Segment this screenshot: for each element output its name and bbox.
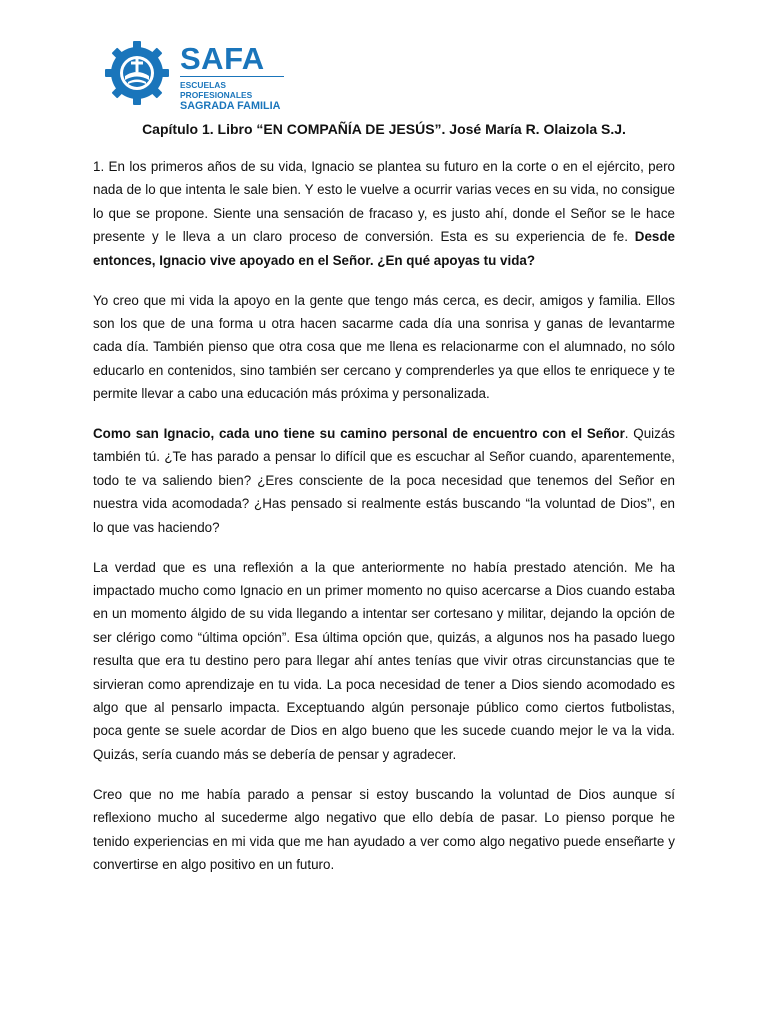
gear-cross-emblem-icon	[104, 40, 170, 106]
paragraph-5: Creo que no me había parado a pensar si estoy buscando la voluntad de Dios aunque sí reflexiono mucho al sucederme algo negativo que ello debía de pasar. Lo pienso porque he tenido experiencias en mi vida que me han ayudado a ver como algo negativo puede enseñarte y convertirse en algo positivo en un futuro.	[93, 786, 675, 872]
paragraph-3-statement: Como san Ignacio, cada uno tiene su camino personal de encuentro con el Señor	[93, 426, 625, 442]
logo-subtitle-1: ESCUELAS PROFESIONALES	[180, 80, 253, 100]
document-title: Capítulo 1. Libro “EN COMPAÑÍA DE JESÚS”. José María R. Olaizola S.J.	[142, 121, 626, 137]
paragraph-2: Yo creo que mi vida la apoyo en la gente que tengo más cerca, es decir, amigos y familia. Ellos son los que de una forma u otra hacen sacarme cada día una sonrisa y ganas de levantarme cada día. También pienso que otra cosa que me llena es relacionarme con el alumnado, no sólo educarlo en contenidos, sino también ser cercano y comprenderles ya que ellos te enriquece y te permite llevar a cabo una educación más próxima y personalizada.	[93, 292, 675, 402]
paragraph-1	[93, 155, 675, 272]
safa-logo	[104, 40, 294, 112]
document-body	[93, 155, 675, 893]
logo-subtitle-2: SAGRADA FAMILIA	[180, 100, 281, 112]
paragraph-4: La verdad que es una reflexión a la que anteriormente no había prestado atención. Me ha impactado mucho como Ignacio en un primer momento no quiso acercarse a Dios cuando estaba en un momento álgido de su vida llegando a intentar ser cortesano y militar, dejando la opción de ser clérigo como “última opción”. Esa última opción que, quizás, a algunos nos ha pasado luego resulta que era tu destino pero para llegar ahí antes tenías que vivir otras circunstancias que te sirvieran como aprendizaje en tu vida. La poca necesidad de tener a Dios siendo acomodado es algo que al pensarlo impacta. Exceptuando algún personaje público como ciertos futbolistas, poca gente se suele acordar de Dios en algo bueno que les sucede cuando mejor le va la vida. Quizás, sería cuando más se debería de pensar y agradecer.	[93, 559, 675, 762]
paragraph-1-question: Desde entonces, Ignacio vive apoyado en el Señor. ¿En qué apoyas tu vida?	[93, 229, 675, 268]
logo-divider	[180, 76, 284, 77]
paragraph-3	[93, 422, 675, 539]
paragraph-1-text: 1. En los primeros años de su vida, Ignacio se plantea su futuro en la corte o en el ejército, pero nada de lo que intenta le sale bien. Y esto le vuelve a ocurrir varias veces en su vida, no consigue lo que se propone. Siente una sensación de fracaso y, es justo ahí, donde el Señor se le hace presente y le lleva a un claro proceso de conversión. Esta es su experiencia de fe.	[93, 159, 675, 245]
paragraph-3-text: . Quizás también tú. ¿Te has parado a pensar lo difícil que es escuchar al Señor cuando, aparentemente, todo te va saliendo bien? ¿Eres consciente de la poca necesidad que tenemos del Señor en nuestra vida acomodada? ¿Has pensado si realmente estás buscando “la voluntad de Dios”, en lo que vas haciendo?	[93, 426, 675, 535]
logo-name: SAFA	[180, 41, 265, 76]
